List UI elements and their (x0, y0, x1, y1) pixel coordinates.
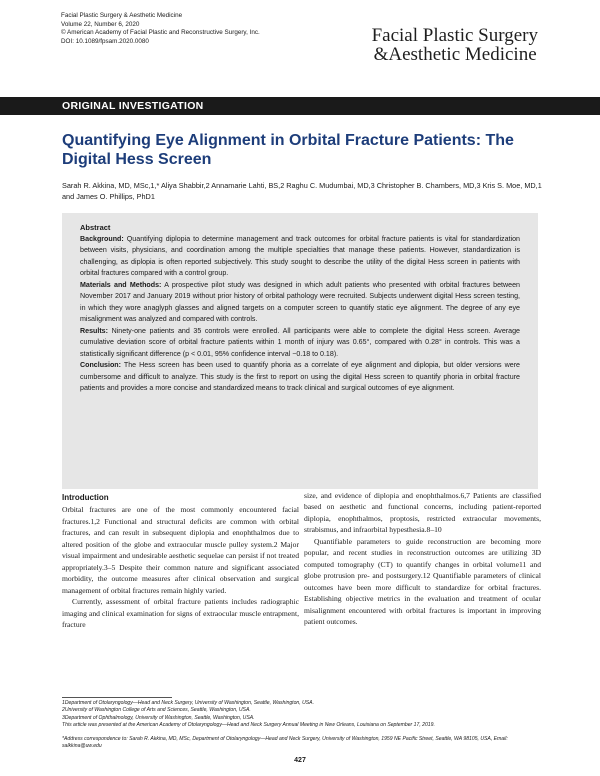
footnote-affiliation-1: 1Department of Otolaryngology—Head and Neck Surgery, University of Washington, Seattle, Washington, USA. (62, 700, 314, 706)
article-title: Quantifying Eye Alignment in Orbital Fracture Patients: The Digital Hess Screen (62, 132, 514, 168)
abstract-conclusion (80, 360, 520, 395)
conclusion-text: The Hess screen has been used to quantify phoria as a correlate of eye alignment and diplopia, but older versions were cumbersome and difficult to analyze. This study is the first to report on using the digital Hess screen to quantify phoria in orbital fracture patients and provides a more concise and standardized means to track clinical and surgical outcomes of eye alignment. (80, 361, 521, 392)
intro-paragraph-4: Quantifiable parameters to guide reconstruction are becoming more popular, and recent studies in reconstruction outcomes are utilizing 3D computed tomography (CT) to quantify changes in orbital volume11 and globe protrusion pre- and postsurgery.12 Quantifiable parameters of clinical outcomes have been more difficult to standardize for orbital fractures. Establishing objective metrics in the evaluation and treatment of ocular misalignment encountered with orbital fractures is important in improving patient outcomes. (304, 536, 541, 626)
conclusion-label: Conclusion: (80, 361, 121, 369)
section-banner-label: ORIGINAL INVESTIGATION (62, 100, 204, 112)
intro-paragraph-2: Currently, assessment of orbital fracture patients includes radiographic imaging and clinical examination for signs of extraocular muscle entrapment, fracture (62, 597, 299, 629)
footnote-affiliation-3: 3Department of Ophthalmology, University of Washington, Seattle, Washington, USA. (62, 714, 255, 721)
abstract-background (80, 234, 520, 280)
results-label: Results: (80, 326, 108, 335)
author-list: Sarah R. Akkina, MD, MSc,1,* Aliya Shabbir,2 Annamarie Lahti, BS,2 Raghu C. Mudumbai, MD,3 Christopher B. Chambers, MD,3 Kris S. Moe, MD,1 and James O. Phillips, PhD1 (62, 181, 542, 201)
footnote-correspondence: *Address correspondence to: Sarah R. Akkina, MD, MSc, Department of Otolaryngology—Head and Neck Surgery, University of Washington, 1959 NE Pacific Street, Seattle, WA 98105, USA, Email: salkkina@uw.edu (62, 735, 508, 750)
section-banner (0, 97, 600, 115)
footnote-presentation: This article was presented at the American Academy of Otolaryngology—Head and Neck Surgery Annual Meeting in New Orleans, Louisiana on September 17, 2019. (62, 722, 435, 729)
abstract-heading: Abstract (80, 223, 111, 232)
journal-name: Facial Plastic Surgery & Aesthetic Medicine (61, 12, 183, 19)
body-column-left (62, 490, 299, 630)
footnote-divider (62, 697, 172, 698)
intro-heading: Introduction (62, 493, 109, 502)
results-text: Ninety-one patients and 35 controls were enrolled. All participants were able to complete the digital Hess screen. Average cumulative deviation score of orbital fracture patients within 1 month of injury was 0.65°, compared with 0.28° in controls. This was a statistically significant difference (p < 0.01, 95% confidence interval −0.18 to 0.18). (80, 326, 520, 358)
journal-copyright: © American Academy of Facial Plastic and Reconstructive Surgery, Inc. (61, 29, 260, 37)
abstract-results (80, 326, 520, 361)
background-label: Background: (80, 234, 124, 243)
footnotes (62, 700, 542, 750)
logo-line-2: &Aesthetic Medicine (373, 44, 537, 65)
logo-line-1: Facial Plastic Surgery (371, 25, 538, 46)
abstract-box (62, 213, 538, 489)
intro-paragraph-1: Orbital fractures are one of the most commonly encountered facial fractures.1,2 Functional and structural deficits are common with orbital fractures, and can result in subsequent diplopia and enophthalmos due to altered position of the globe and extraocular muscle pulley system.2 Major visual impairment and undesirable aesthetic sequelae can persist if not treated appropriately.3–5 Despite their common nature and significant associated morbidity, the outcome measures after clinical observation and surgical management of orbital fractures remain highly varied. (62, 505, 299, 595)
journal-meta (61, 12, 260, 46)
methods-text: A prospective pilot study was designed in which adult patients who presented with orbital fractures between November 2017 and January 2019 without prior history of orbital pathology were recruited. Subjects underwent digital Hess screen testing, in which they wore anaglyph glasses and aligned targets on a computer screen to quantify static eye alignment. The degree of any eye misalignment was analyzed and compared with controls. (80, 280, 520, 323)
footnote-affiliation-2: 2University of Washington College of Arts and Sciences, Seattle, Washington, USA. (62, 707, 251, 714)
methods-label: Materials and Methods: (80, 280, 162, 289)
journal-volume: Volume 22, Number 6, 2020 (61, 20, 140, 28)
journal-doi: DOI: 10.1089/fpsam.2020.0080 (61, 37, 149, 45)
intro-paragraph-3: size, and evidence of diplopia and enophthalmos.6,7 Patients are classified based on aesthetic and functional concerns, including patient-reported diplopia, enophthalmos, proptosis, restricted extraocular movements, strabismus, and infraorbital hypesthesia.8–10 (304, 491, 541, 535)
body-column-right (304, 490, 541, 627)
page-number: 427 (294, 757, 306, 764)
background-text: Quantifying diplopia to determine management and track outcomes for orbital fracture patients is vital for standardization between visits, physicians, and coordination among the multiple specialties that manage these patients. However, standardization is challenging, as diplopia is often reported subjectively. This study sought to describe the utility of the digital Hess screen in patients with orbital fractures compared with a control group. (80, 234, 520, 277)
abstract-methods (80, 280, 520, 326)
journal-logo (372, 26, 538, 64)
